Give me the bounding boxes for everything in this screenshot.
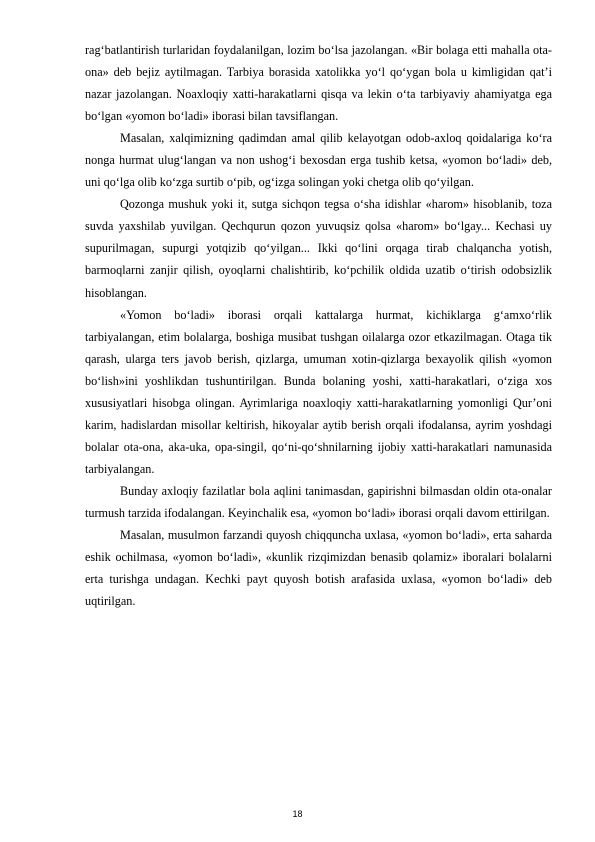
body-text [85, 39, 552, 612]
paragraph-4: «Yomon bo‘ladi» iborasi orqali kattalarga hurmat, kichiklarga g‘amxo‘rlik tarbiyalangan, etim bolalarga, boshiga musibat tushgan oilalarga ozor etkazilmagan. Otaga tik qarash, ularga ters javob berish, qizlarga, umuman xotin-qizlarga bexayolik qilish «yomon bo‘lish»ini yoshlikdan tushuntirilgan. Bunda bolaning yoshi, xatti-harakatlari, o‘ziga xos xususiyatlari hisobga olingan. Ayrimlariga noaxloqiy xatti-harakatlarning yomonligi Qur’oni karim, hadislardan misollar keltirish, hikoyalar aytib berish orqali ifodalansa, ayrim yoshdagi bolalar ota-ona, aka-uka, opa-singil, qo‘ni-qo‘shnilarning ijobiy xatti-harakatlari namunasida tarbiyalangan. [85, 307, 552, 476]
paragraph-6: Masalan, musulmon farzandi quyosh chiqquncha uxlasa, «yomon bo‘ladi», erta saharda eshik ochilmasa, «yomon bo‘ladi», «kunlik rizqimizdan benasib qolamiz» iboralari bolalarni erta turishga undagan. Kechki payt quyosh botish arafasida uxlasa, «yomon bo‘ladi» deb uqtirilgan. [85, 528, 552, 609]
page-number: 18 [292, 809, 303, 819]
paragraph-2: Masalan, xalqimizning qadimdan amal qilib kelayotgan odob-axloq qoidalariga ko‘ra nonga hurmat ulug‘langan va non ushog‘i bexosdan erga tushib ketsa, «yomon bo‘ladi» deb, uni qo‘lga olib ko‘zga surtib o‘pib, og‘izga solingan yoki chetga olib qo‘yilgan. [85, 131, 552, 190]
paragraph-3: Qozonga mushuk yoki it, sutga sichqon tegsa o‘sha idishlar «harom» hisoblanib, toza suvda yaxshilab yuvilgan. Qechqurun qozon yuvuqsiz qolsa «harom» bo‘lgay... Kechasi uy supurilmagan, supurgi yotqizib qo‘yilgan... Ikki qo‘lini orqaga tirab chalqancha yotish, barmoqlarni zanjir qilish, oyoqlarni chalishtirib, ko‘pchilik oldida uzatib o‘tirish odobsizlik hisoblangan. [85, 197, 552, 300]
paragraph-5: Bunday axloqiy fazilatlar bola aqlini tanimasdan, gapirishni bilmasdan oldin ota-onalar turmush tarzida ifodalangan. Keyinchalik esa, «yomon bo‘ladi» iborasi orqali davom ettirilgan. [85, 483, 552, 520]
paragraph-1: rag‘batlantirish turlaridan foydalanilgan, lozim bo‘lsa jazolangan. «Bir bolaga etti mahalla ota-ona» deb bejiz aytilmagan. Tarbiya borasida xatolikka yo‘l qo‘ygan bola u kimligidan qat’i nazar jazolangan. Noaxloqiy xatti-harakatlarni qisqa va lekin o‘ta tarbiyaviy ahamiyatga ega bo‘lgan «yomon bo‘ladi» iborasi bilan tavsiflangan. [85, 43, 552, 124]
